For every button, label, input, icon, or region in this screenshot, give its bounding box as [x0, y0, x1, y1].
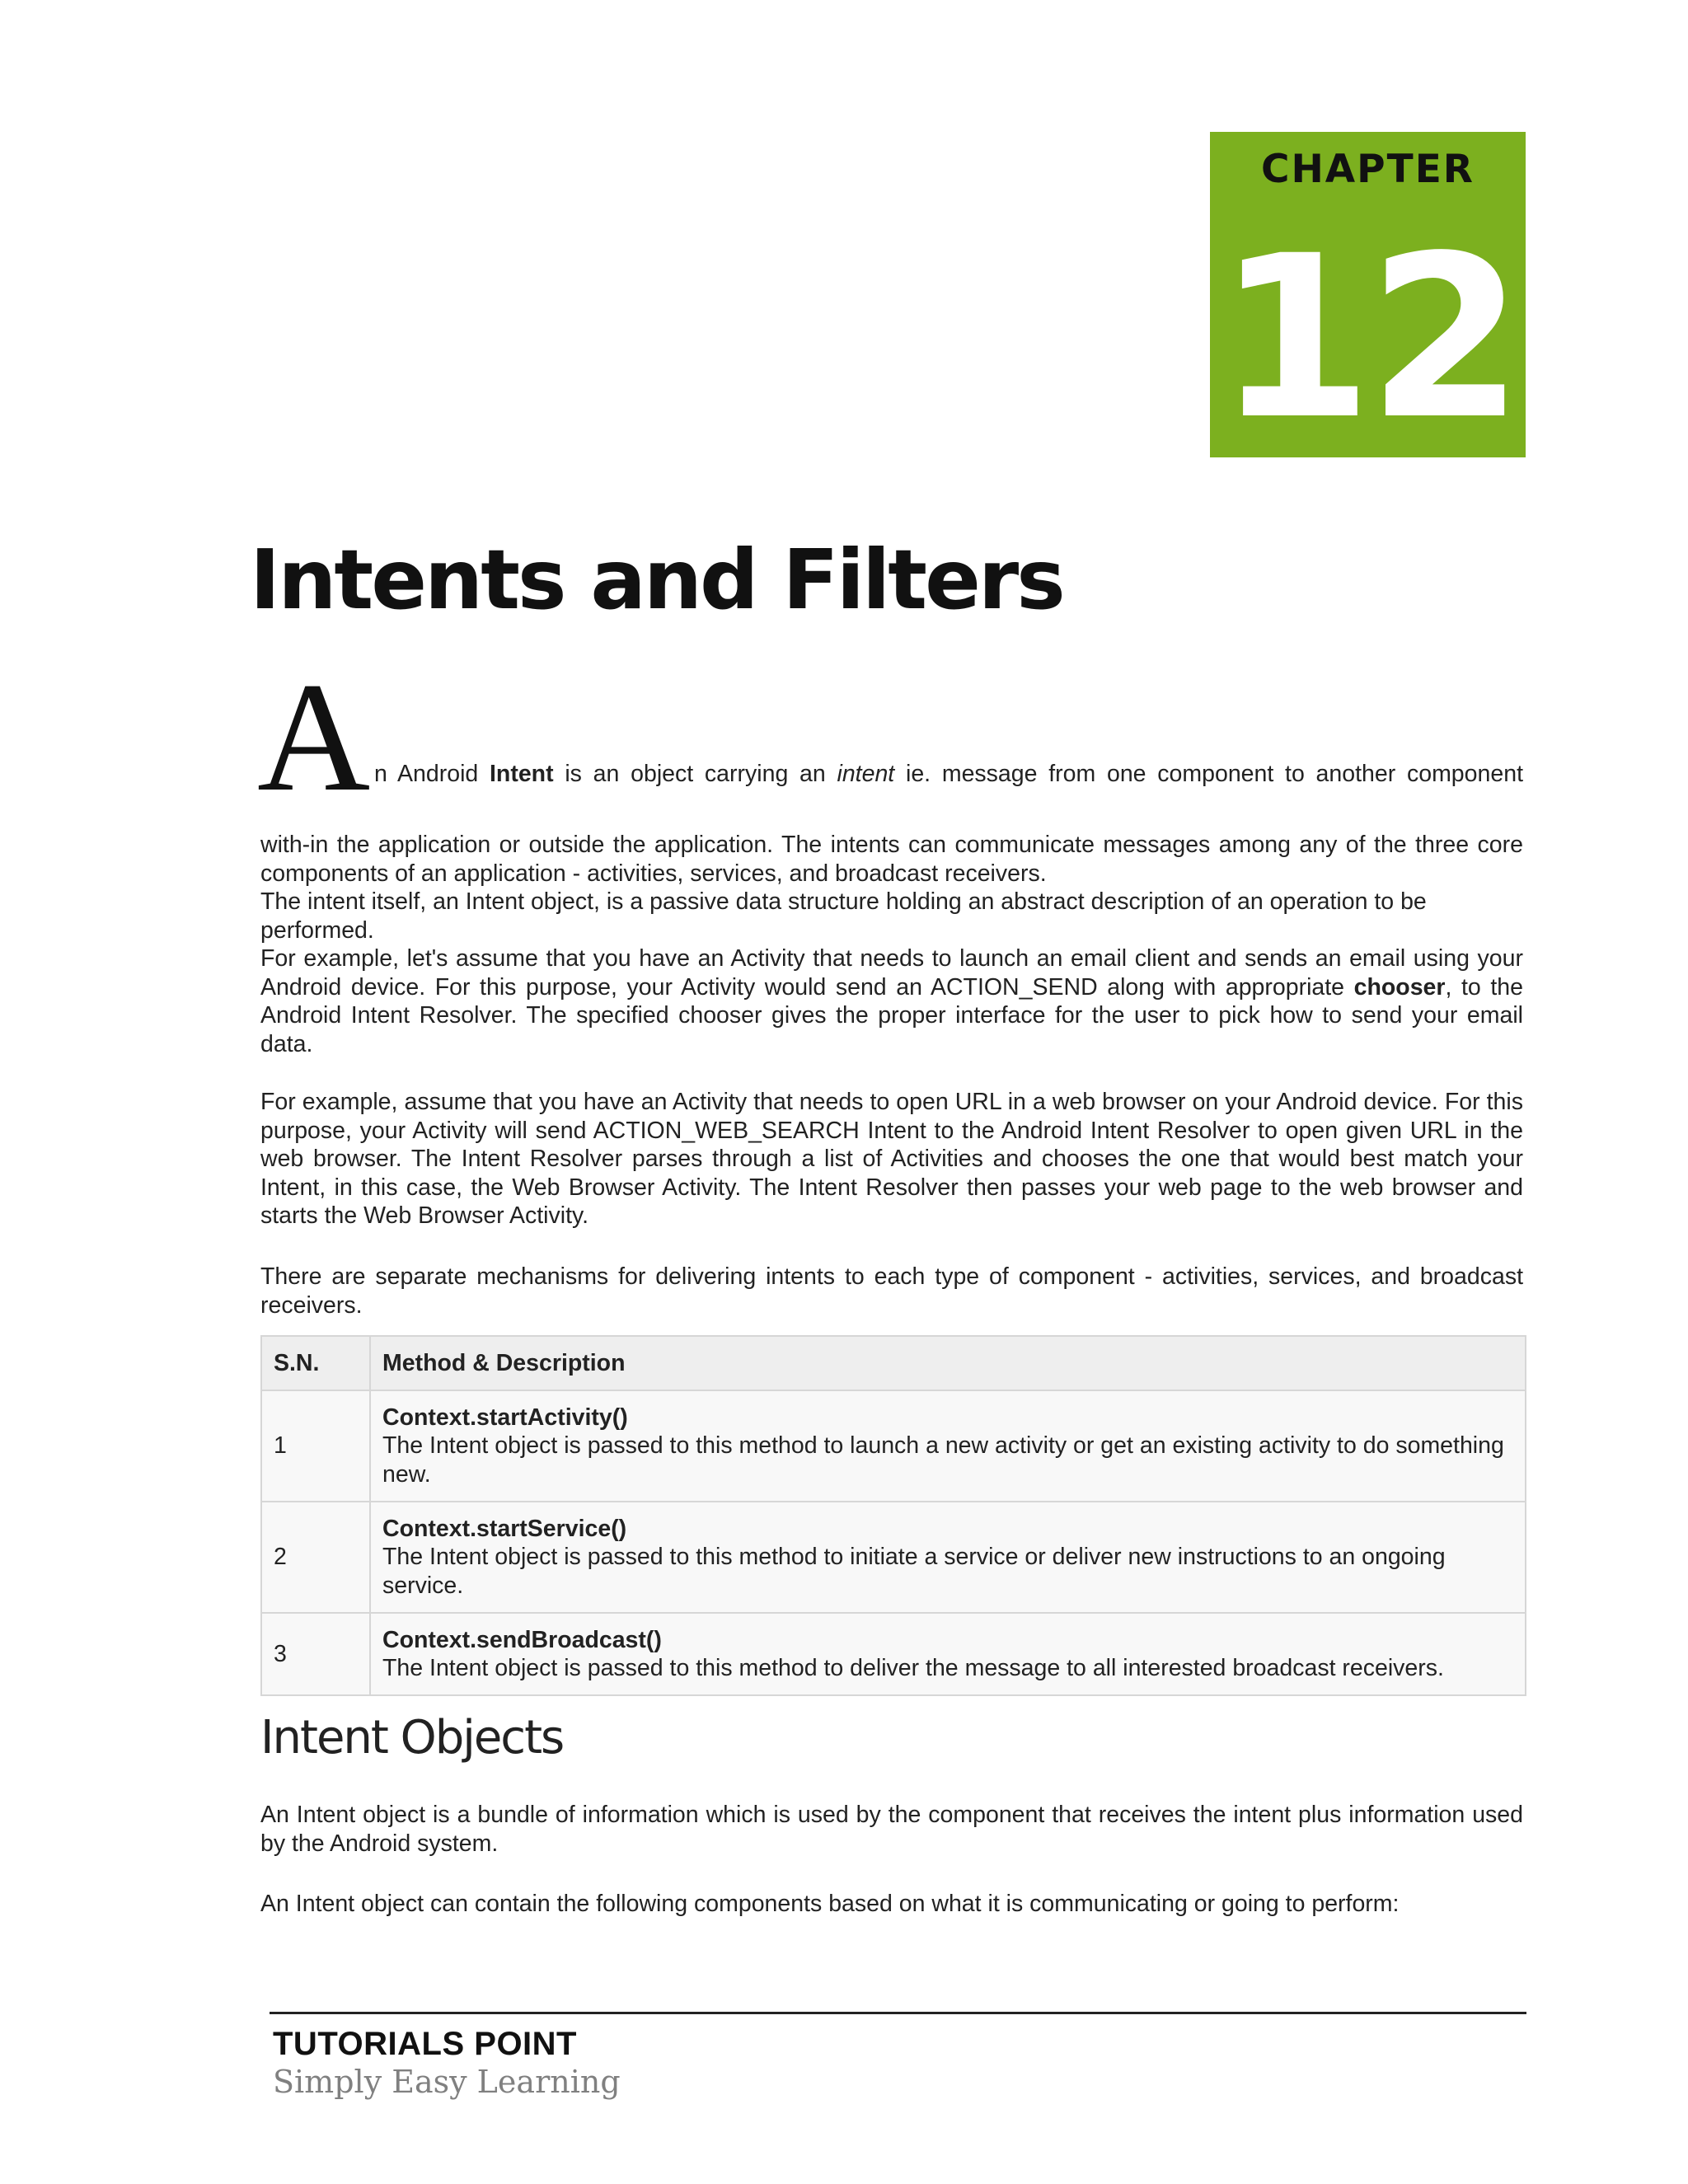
intro-text: is an object carrying an — [553, 761, 837, 787]
drop-cap-letter: A — [257, 651, 371, 824]
intro-text: ie. message from one component to another component — [894, 761, 1523, 787]
paragraph: There are separate mechanisms for delivering intents to each type of component - activities, services, and broadcast receivers. — [260, 1263, 1523, 1319]
intent-objects-para1 — [260, 1801, 1523, 1858]
intro-first-line — [374, 760, 1523, 789]
intent-objects-para2 — [260, 1890, 1523, 1919]
row-method-cell — [370, 1502, 1526, 1613]
paragraph: with-in the application or outside the application. The intents can communicate messages among any of the three core components of an application - activities, services, and broadcast receivers. — [260, 832, 1523, 887]
method-description: The Intent object is passed to this method to deliver the message to all interested broadcast receivers. — [382, 1655, 1444, 1681]
intro-italic-intent: intent — [837, 761, 895, 787]
paragraph-text: For example, let's assume that you have an Activity that needs to launch an email client and sends an email using your Android device. For this purpose, your Activity would send an ACTION_SEND along with appropriate — [260, 945, 1523, 1001]
mechanisms-paragraph — [260, 1263, 1523, 1319]
intro-bold-intent: Intent — [490, 761, 554, 787]
row-sn: 1 — [261, 1390, 370, 1502]
paragraph: The intent itself, an Intent object, is a passive data structure holding an abstract description of an operation to be performed. — [260, 888, 1427, 944]
paragraph: For example, assume that you have an Activity that needs to open URL in a web browser on your Android device. For this purpose, your Activity will send ACTION_WEB_SEARCH Intent to the Android Intent Resolver to open given URL in the web browser. The Intent Resolver parses through a list of Activities and chooses the one that would best match your Intent, in this case, the Web Browser Activity. The Intent Resolver then passes your web page to the web browser and starts the Web Browser Activity. — [260, 1089, 1523, 1229]
chapter-number: 12 — [1217, 209, 1519, 469]
footer-brand: TUTORIALS POINT — [273, 2026, 577, 2062]
method-name: Context.startService() — [382, 1515, 627, 1542]
chapter-title: Intents and Filters — [250, 532, 1063, 628]
paragraph: An Intent object can contain the following components based on what it is communicating or going to perform: — [260, 1891, 1400, 1917]
header-sn: S.N. — [261, 1336, 370, 1390]
bold-chooser: chooser — [1353, 973, 1446, 1001]
table-row — [261, 1613, 1526, 1695]
table-header-row — [261, 1336, 1526, 1390]
web-search-paragraph — [260, 1088, 1523, 1230]
method-name: Context.startActivity() — [382, 1404, 628, 1431]
paragraph-text: , to the Android Intent Resolver. The specified chooser gives the proper interface for the user to pick how to send your email data. — [260, 973, 1523, 1057]
footer-rule — [270, 2012, 1526, 2014]
method-description: The Intent object is passed to this method to initiate a service or deliver new instructions to an ongoing service. — [382, 1544, 1446, 1599]
intro-paragraphs — [260, 831, 1523, 1058]
footer-tagline: Simply Easy Learning — [273, 2064, 621, 2100]
row-method-cell — [370, 1390, 1526, 1502]
paragraph — [260, 944, 1523, 1058]
row-sn: 3 — [261, 1613, 370, 1695]
method-name: Context.sendBroadcast() — [382, 1626, 662, 1653]
methods-table — [260, 1335, 1526, 1696]
row-sn: 2 — [261, 1502, 370, 1613]
intro-text: n Android — [374, 761, 490, 787]
table-row — [261, 1390, 1526, 1502]
section-heading: Intent Objects — [260, 1711, 564, 1765]
chapter-label: CHAPTER — [1260, 147, 1475, 192]
chapter-badge — [1210, 132, 1526, 469]
header-method-description: Method & Description — [370, 1336, 1526, 1390]
table-row — [261, 1502, 1526, 1613]
method-description: The Intent object is passed to this method to launch a new activity or get an existing activity to do something new. — [382, 1432, 1504, 1488]
row-method-cell — [370, 1613, 1526, 1695]
paragraph: An Intent object is a bundle of information which is used by the component that receives the intent plus information used by the Android system. — [260, 1802, 1523, 1857]
